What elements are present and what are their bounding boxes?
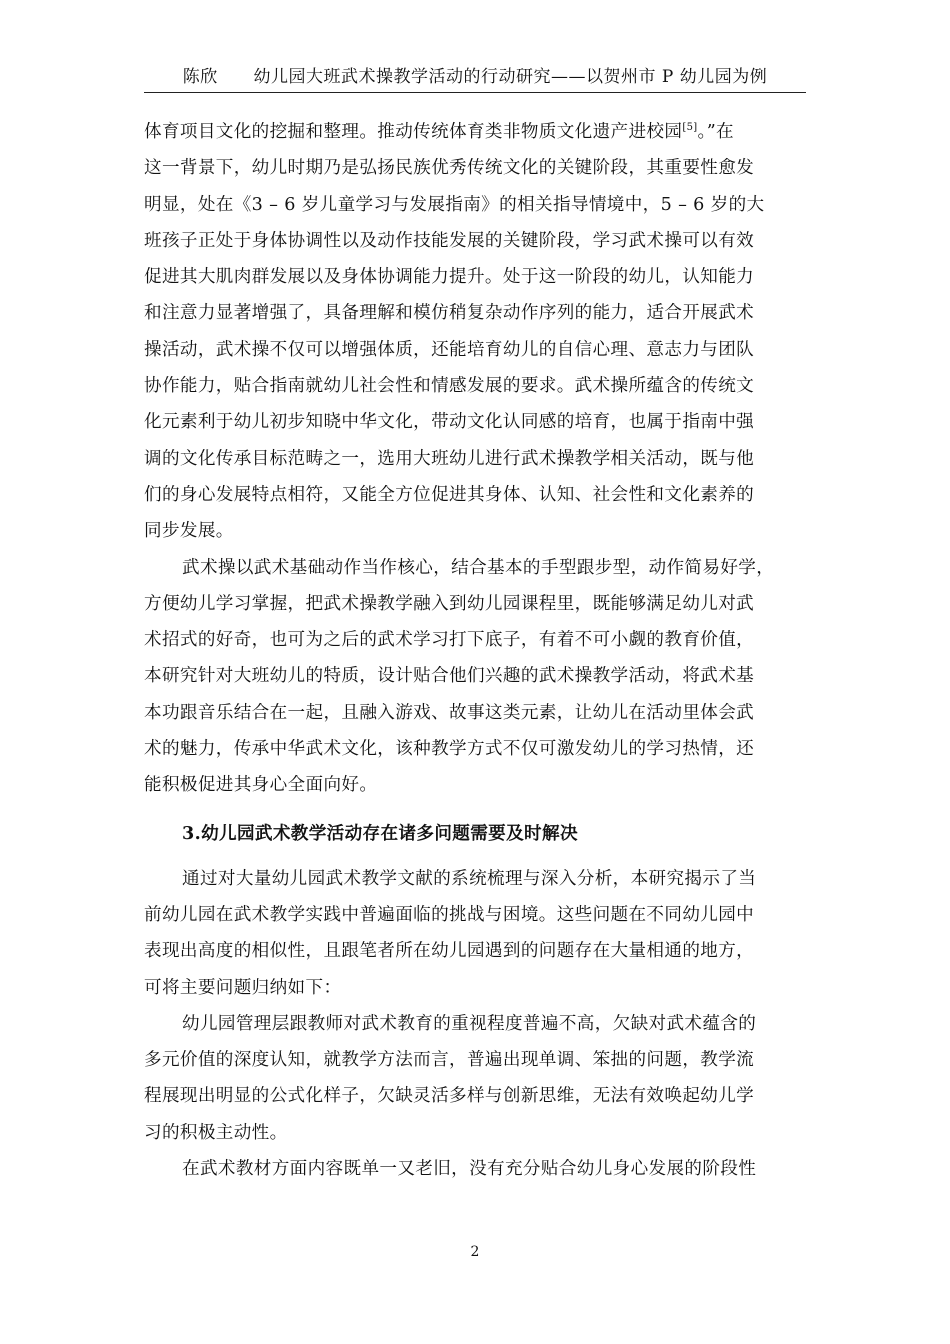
text-line: 程展现出明显的公式化样子，欠缺灵活多样与创新思维，无法有效唤起幼儿学 (144, 1086, 755, 1107)
header-author: 陈欣 (182, 67, 218, 87)
text-line: 术招式的好奇，也可为之后的武术学习打下底子，有着不可小觑的教育价值， (144, 630, 755, 651)
text-line: 幼儿园管理层跟教师对武术教育的重视程度普遍不高，欠缺对武术蕴含的 (182, 1013, 757, 1034)
text-line: 本功跟音乐结合在一起，且融入游戏、故事这类元素，让幼儿在活动里体会武 (144, 702, 755, 723)
text-line: 们的身心发展特点相符，又能全方位促进其身体、认知、社会性和文化素养的 (144, 484, 755, 505)
text-line: 能积极促进其身心全面向好。 (144, 775, 378, 796)
text-line: 武术操以武术基础动作当作核心，结合基本的手型跟步型，动作简易好学， (182, 557, 775, 578)
paragraph-3 (144, 861, 808, 1006)
running-header (144, 66, 806, 93)
text-line: 化元素利于幼儿初步知晓中华文化，带动文化认同感的培育，也属于指南中强 (144, 412, 755, 433)
text-line: 多元价值的深度认知，就教学方法而言，普遍出现单调、笨拙的问题，教学流 (144, 1050, 755, 1071)
text-line (144, 114, 808, 150)
text-line: 促进其大肌肉群发展以及身体协调能力提升。处于这一阶段的幼儿，认知能力 (144, 267, 755, 288)
text-line: 习的积极主动性。 (144, 1122, 288, 1143)
text-line: 操活动，武术操不仅可以增强体质，还能培育幼儿的自信心理、意志力与团队 (144, 339, 755, 360)
paragraph-1 (144, 114, 808, 550)
text-span: 体育项目文化的挖掘和整理。推动传统体育类非物质文化遗产进校园 (144, 122, 683, 142)
text-line: 协作能力，贴合指南就幼儿社会性和情感发展的要求。武术操所蕴含的传统文 (144, 376, 755, 397)
page-number: 2 (470, 1244, 480, 1260)
text-line: 前幼儿园在武术教学实践中普遍面临的挑战与困境。这些问题在不同幼儿园中 (144, 904, 755, 925)
text-line: 同步发展。 (144, 521, 234, 542)
text-line: 术的魅力，传承中华武术文化，该种教学方式不仅可激发幼儿的学习热情，还 (144, 739, 755, 760)
page-body (144, 114, 808, 1187)
text-line: 通过对大量幼儿园武术教学文献的系统梳理与深入分析，本研究揭示了当 (182, 868, 757, 889)
paragraph-5 (144, 1151, 808, 1187)
text-line: 方便幼儿学习掌握，把武术操教学融入到幼儿园课程里，既能够满足幼儿对武 (144, 593, 755, 614)
citation-ref: [5] (682, 122, 698, 134)
paragraph-4 (144, 1006, 808, 1151)
text-line: 和注意力显著增强了，具备理解和模仿稍复杂动作序列的能力，适合开展武术 (144, 303, 755, 324)
text-line: 表现出高度的相似性，且跟笔者所在幼儿园遇到的问题存在大量相通的地方， (144, 941, 755, 962)
text-line: 调的文化传承目标范畴之一，选用大班幼儿进行武术操教学相关活动，既与他 (144, 448, 755, 469)
text-line: 在武术教材方面内容既单一又老旧，没有充分贴合幼儿身心发展的阶段性 (182, 1159, 757, 1180)
text-line: 本研究针对大班幼儿的特质，设计贴合他们兴趣的武术操教学活动，将武术基 (144, 666, 755, 687)
text-span: 。”在 (697, 122, 734, 142)
section-heading: 3.幼儿园武术教学活动存在诸多问题需要及时解决 (182, 822, 578, 844)
header-title: 幼儿园大班武术操教学活动的行动研究——以贺州市 P 幼儿园为例 (253, 67, 768, 87)
text-line: 可将主要问题归纳如下： (144, 977, 342, 998)
text-line: 明显，处在《3 – 6 岁儿童学习与发展指南》的相关指导情境中，5 – 6 岁的大 (144, 194, 765, 215)
text-line: 班孩子正处于身体协调性以及动作技能发展的关键阶段，学习武术操可以有效 (144, 230, 755, 251)
paragraph-2 (144, 550, 808, 804)
text-line: 这一背景下，幼儿时期乃是弘扬民族优秀传统文化的关键阶段，其重要性愈发 (144, 158, 755, 179)
